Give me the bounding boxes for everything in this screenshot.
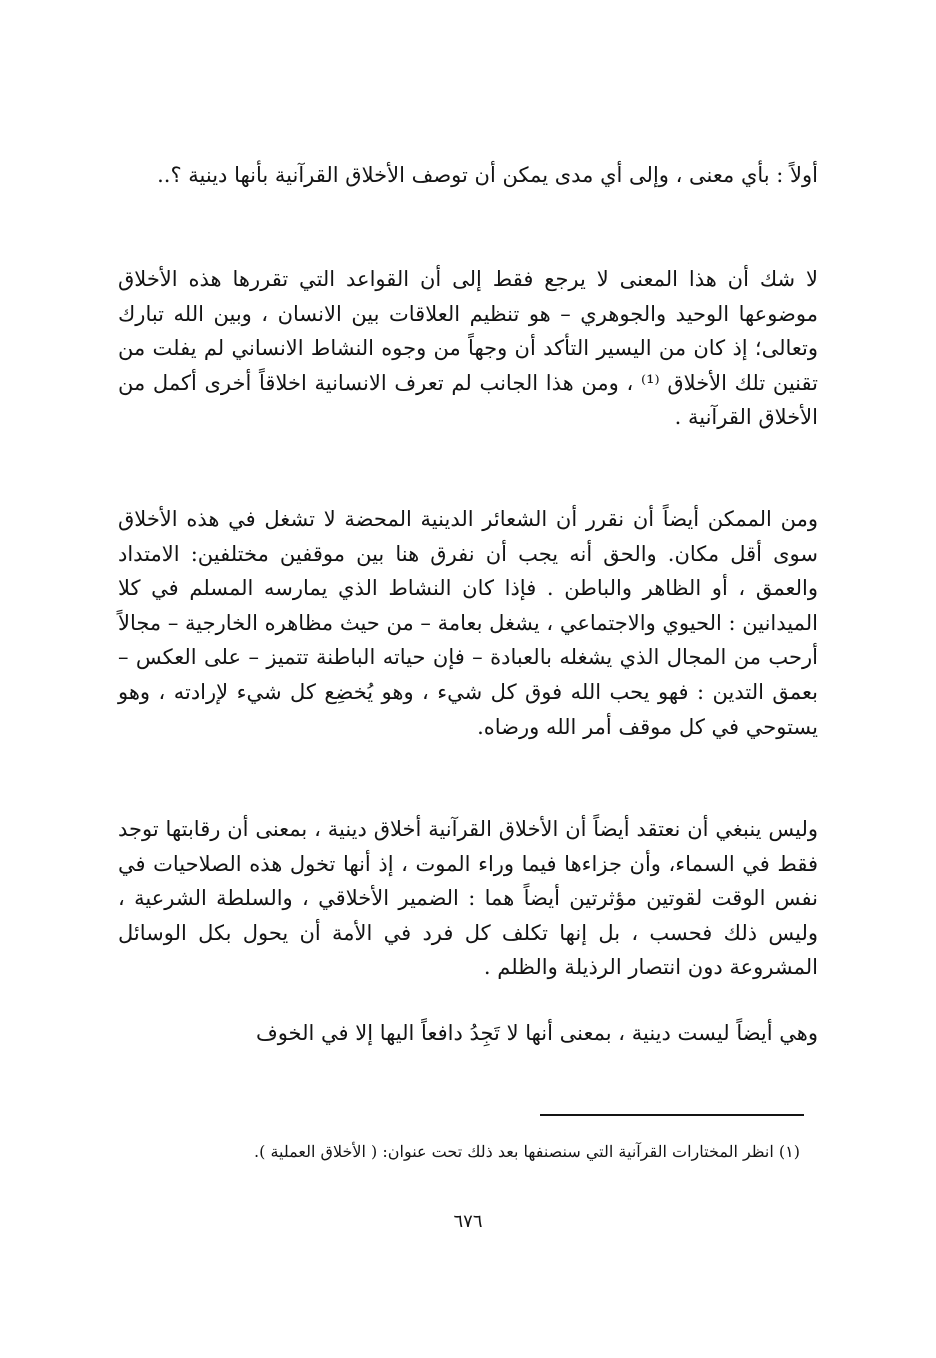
paragraph-5: وهي أيضاً ليست دينية ، بمعنى أنها لا تَجِدُ دافعاً اليها إلا في الخوف [255,1021,818,1045]
footnote: (١) انظر المختارات القرآنية التي سنصنفها بعد ذلك تحت عنوان: ( الأخلاق العملية ). [254,1142,800,1161]
paragraph-1: أولاً : بأي معنى ، وإلى أي مدى يمكن أن توصف الأخلاق القرآنية بأنها دينية ؟.. [157,163,818,187]
footnote-divider [540,1114,804,1116]
paragraph-4: وليس ينبغي أن نعتقد أيضاً أن الأخلاق القرآنية أخلاق دينية ، بمعنى أن رقابتها توجد فقط في السماء، وأن جزاءها فيما وراء الموت ، إذ أنها تخول هذه الصلاحيات في نفس الوقت لقوتين مؤثرتين أيضاً هما : الضمير الأخلاقي ، والسلطة الشرعية ، وليس ذلك فحسب ، بل إنها تكلف كل فرد في الأمة أن يحول بكل الوسائل المشروعة دون انتصار الرذيلة والظلم . [118,817,818,980]
page-number: ٦٧٦ [453,1211,483,1232]
paragraph-3: ومن الممكن أيضاً أن نقرر أن الشعائر الدينية المحضة لا تشغل في هذه الأخلاق سوى أقل مكان. والحق أنه يجب أن نفرق هنا بين موقفين مختلفين: الامتداد والعمق ، أو الظاهر والباطن . فإذا كان النشاط الذي يمارسه المسلم في كلا الميدانين : الحيوي والاجتماعي ، يشغل بعامة – من حيث مظاهره الخارجية – مجالاً أرحب من المجال الذي يشغله بالعبادة – فإن حياته الباطنة تتميز – على العكس – بعمق التدين : فهو يحب الله فوق كل شيء ، وهو يُخضِع كل شيء لإرادته ، وهو يستوحي في كل موقف أمر الله ورضاه. [118,507,818,739]
paragraph-2: لا شك أن هذا المعنى لا يرجع فقط إلى أن القواعد التي تقررها هذه الأخلاق موضوعها الوحيد والجوهري – هو تنظيم العلاقات بين الانسان ، وبين الله تبارك وتعالى؛ إذ كان من اليسير التأكد أن وجهاً من وجوه النشاط الانساني لم يفلت من تقنين تلك الأخلاق ⁽¹⁾ ، ومن هذا الجانب لم تعرف الانسانية اخلاقاً أخرى أكمل من الأخلاق القرآنية . [118,267,818,430]
